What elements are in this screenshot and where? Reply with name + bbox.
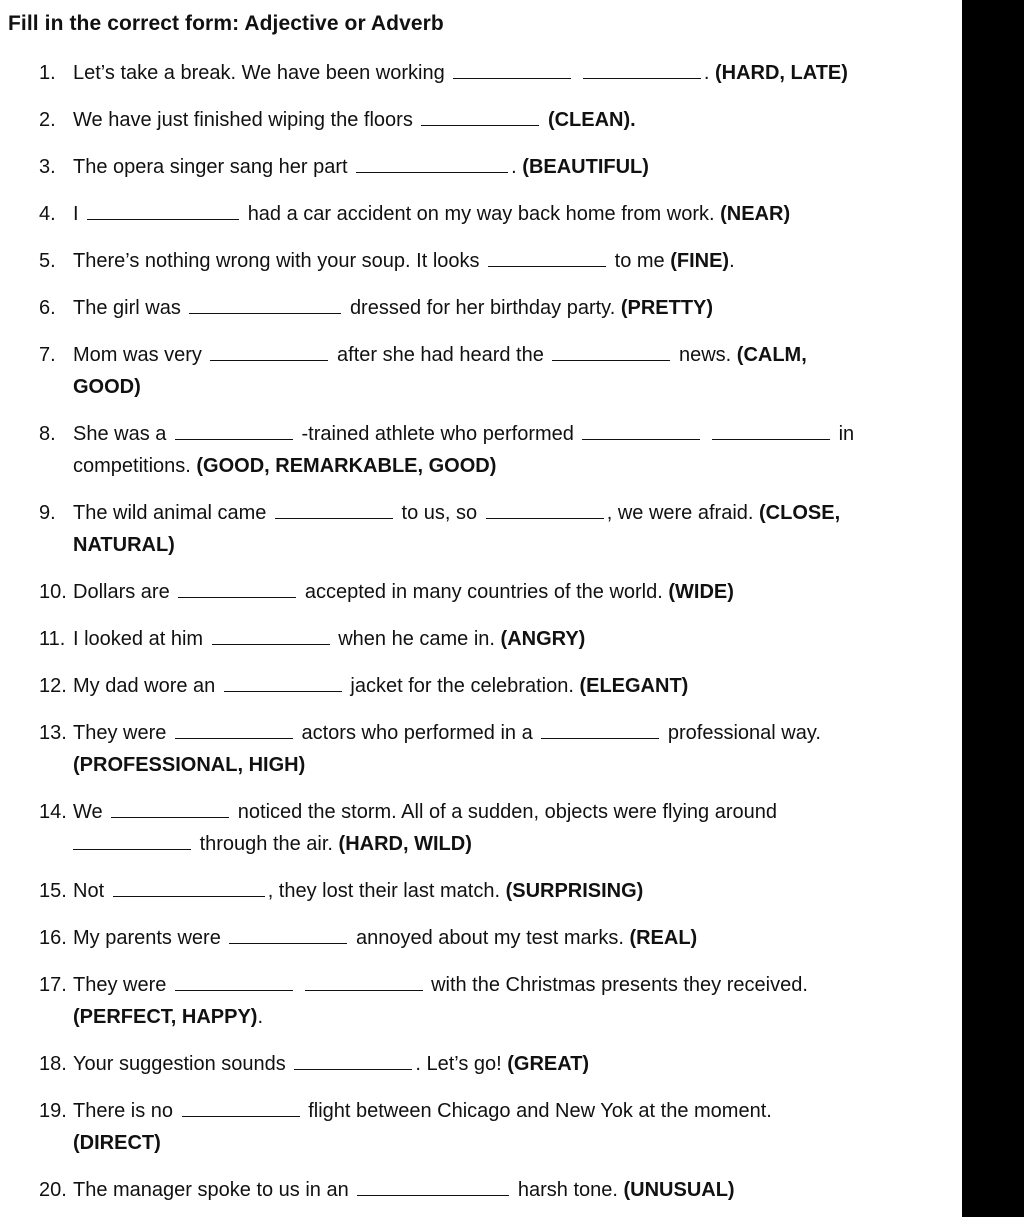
item-text: in: [838, 423, 855, 445]
word-hint: NATURAL): [73, 534, 175, 556]
item-number: 15.: [39, 880, 67, 902]
item-text: after she had heard the: [337, 344, 544, 366]
item-text: I looked at him: [73, 628, 204, 650]
word-hint: GOOD): [73, 376, 141, 398]
item-number: 8.: [39, 423, 56, 445]
item-text: noticed the storm. All of a sudden, objects were flying around: [237, 801, 777, 823]
item-text: jacket for the celebration.: [350, 675, 580, 697]
word-hint: (HARD, LATE): [714, 62, 848, 84]
exercise-item-4: [39, 198, 919, 230]
word-hint: (FINE): [670, 250, 730, 272]
word-hint: (SURPRISING): [505, 880, 644, 902]
word-hint: (CALM,: [736, 344, 807, 366]
answer-blank[interactable]: [305, 975, 423, 991]
item-text: .: [257, 1006, 264, 1028]
item-number: 3.: [39, 156, 56, 178]
answer-blank[interactable]: [421, 110, 539, 126]
item-text: She was a: [73, 423, 167, 445]
word-hint: (BEAUTIFUL): [522, 156, 649, 178]
item-number: 1.: [39, 62, 56, 84]
item-number: 2.: [39, 109, 56, 131]
item-text: professional way.: [667, 722, 821, 744]
answer-blank[interactable]: [178, 582, 296, 598]
item-text: Not: [73, 880, 105, 902]
item-text: when he came in.: [338, 628, 501, 650]
exercise-item-13: [39, 717, 919, 781]
item-text: .: [703, 62, 715, 84]
item-text: news.: [678, 344, 737, 366]
item-text: -trained athlete who performed: [301, 423, 574, 445]
item-text: There is no: [73, 1100, 174, 1122]
item-text: The opera singer sang her part: [73, 156, 348, 178]
item-text: , they lost their last match.: [267, 880, 506, 902]
word-hint: (HARD, WILD): [338, 833, 472, 855]
exercise-item-12: [39, 670, 919, 702]
item-text: I: [73, 203, 79, 225]
exercise-item-20: [39, 1174, 919, 1206]
word-hint: (ANGRY): [500, 628, 586, 650]
item-number: 20.: [39, 1179, 67, 1201]
item-number: 18.: [39, 1053, 67, 1075]
answer-blank[interactable]: [212, 629, 330, 645]
answer-blank[interactable]: [229, 928, 347, 944]
word-hint: (REAL): [629, 927, 698, 949]
answer-blank[interactable]: [583, 63, 701, 79]
item-text: . Let’s go!: [415, 1053, 508, 1075]
item-text: We: [73, 801, 103, 823]
exercise-item-14: [39, 796, 919, 860]
exercise-item-19: [39, 1095, 919, 1159]
word-hint: (PRETTY): [620, 297, 714, 319]
item-text: competitions.: [73, 455, 197, 477]
answer-blank[interactable]: [210, 345, 328, 361]
item-text: .: [511, 156, 523, 178]
item-text: to me: [614, 250, 671, 272]
item-number: 5.: [39, 250, 56, 272]
item-text: with the Christmas presents they received.: [431, 974, 808, 996]
item-text: They were: [73, 722, 167, 744]
exercise-item-1: [39, 57, 919, 89]
word-hint: (GREAT): [507, 1053, 590, 1075]
exercise-item-3: [39, 151, 919, 183]
exercise-item-10: [39, 576, 919, 608]
answer-blank[interactable]: [111, 802, 229, 818]
item-text: had a car accident on my way back home from work.: [247, 203, 721, 225]
item-text: The girl was: [73, 297, 181, 319]
answer-blank[interactable]: [87, 204, 239, 220]
item-text: accepted in many countries of the world.: [304, 581, 669, 603]
answer-blank[interactable]: [357, 1180, 509, 1196]
word-hint: (NEAR): [720, 203, 791, 225]
exercise-item-11: [39, 623, 919, 655]
word-hint: (ELEGANT): [579, 675, 689, 697]
item-text: flight between Chicago and New Yok at the moment.: [308, 1100, 772, 1122]
word-hint: (PROFESSIONAL, HIGH): [73, 754, 306, 776]
item-text: Dollars are: [73, 581, 170, 603]
item-text: The manager spoke to us in an: [73, 1179, 349, 1201]
exercise-item-5: [39, 245, 919, 277]
exercise-item-17: [39, 969, 919, 1033]
answer-blank[interactable]: [356, 157, 508, 173]
answer-blank[interactable]: [486, 503, 604, 519]
answer-blank[interactable]: [712, 424, 830, 440]
item-number: 7.: [39, 344, 56, 366]
item-number: 16.: [39, 927, 67, 949]
answer-blank[interactable]: [294, 1054, 412, 1070]
item-text: , we were afraid.: [606, 502, 760, 524]
item-text: They were: [73, 974, 167, 996]
item-text: Mom was very: [73, 344, 202, 366]
exercise-item-9: [39, 497, 919, 561]
answer-blank[interactable]: [453, 63, 571, 79]
word-hint: (DIRECT): [73, 1132, 161, 1154]
answer-blank[interactable]: [175, 723, 293, 739]
exercise-item-18: [39, 1048, 919, 1080]
word-hint: (UNUSUAL): [623, 1179, 735, 1201]
answer-blank[interactable]: [582, 424, 700, 440]
answer-blank[interactable]: [175, 424, 293, 440]
item-number: 9.: [39, 502, 56, 524]
answer-blank[interactable]: [73, 834, 191, 850]
exercise-item-16: [39, 922, 919, 954]
exercise-item-7: [39, 339, 919, 403]
word-hint: (GOOD, REMARKABLE, GOOD): [196, 455, 497, 477]
answer-blank[interactable]: [224, 676, 342, 692]
item-text: We have just finished wiping the floors: [73, 109, 413, 131]
exercise-item-6: [39, 292, 919, 324]
exercise-item-8: [39, 418, 919, 482]
item-text: The wild animal came: [73, 502, 267, 524]
item-number: 6.: [39, 297, 56, 319]
item-number: 17.: [39, 974, 67, 996]
answer-blank[interactable]: [488, 251, 606, 267]
word-hint: (CLOSE,: [759, 502, 841, 524]
item-text: harsh tone.: [517, 1179, 624, 1201]
exercise-item-2: [39, 104, 919, 136]
item-number: 14.: [39, 801, 67, 823]
word-hint: (WIDE): [668, 581, 734, 603]
item-text: annoyed about my test marks.: [355, 927, 630, 949]
item-text: There’s nothing wrong with your soup. It looks: [73, 250, 480, 272]
worksheet-title: Fill in the correct form: Adjective or Adverb: [8, 12, 444, 35]
answer-blank[interactable]: [275, 503, 393, 519]
item-number: 13.: [39, 722, 67, 744]
item-text: My dad wore an: [73, 675, 216, 697]
item-text: Let’s take a break. We have been working: [73, 62, 445, 84]
item-text: My parents were: [73, 927, 221, 949]
item-text: .: [729, 250, 735, 272]
right-black-bar: [962, 0, 1024, 1217]
answer-blank[interactable]: [189, 298, 341, 314]
item-text: actors who performed in a: [301, 722, 533, 744]
answer-blank[interactable]: [175, 975, 293, 991]
item-text: through the air.: [199, 833, 339, 855]
word-hint: (CLEAN).: [547, 109, 636, 131]
item-number: 12.: [39, 675, 67, 697]
item-text: dressed for her birthday party.: [349, 297, 621, 319]
item-number: 19.: [39, 1100, 67, 1122]
item-number: 11.: [39, 628, 66, 650]
answer-blank[interactable]: [552, 345, 670, 361]
exercise-item-15: [39, 875, 919, 907]
answer-blank[interactable]: [541, 723, 659, 739]
word-hint: (PERFECT, HAPPY): [73, 1006, 258, 1028]
answer-blank[interactable]: [113, 881, 265, 897]
item-text: Your suggestion sounds: [73, 1053, 286, 1075]
item-number: 4.: [39, 203, 56, 225]
item-number: 10.: [39, 581, 67, 603]
item-text: to us, so: [401, 502, 478, 524]
answer-blank[interactable]: [182, 1101, 300, 1117]
